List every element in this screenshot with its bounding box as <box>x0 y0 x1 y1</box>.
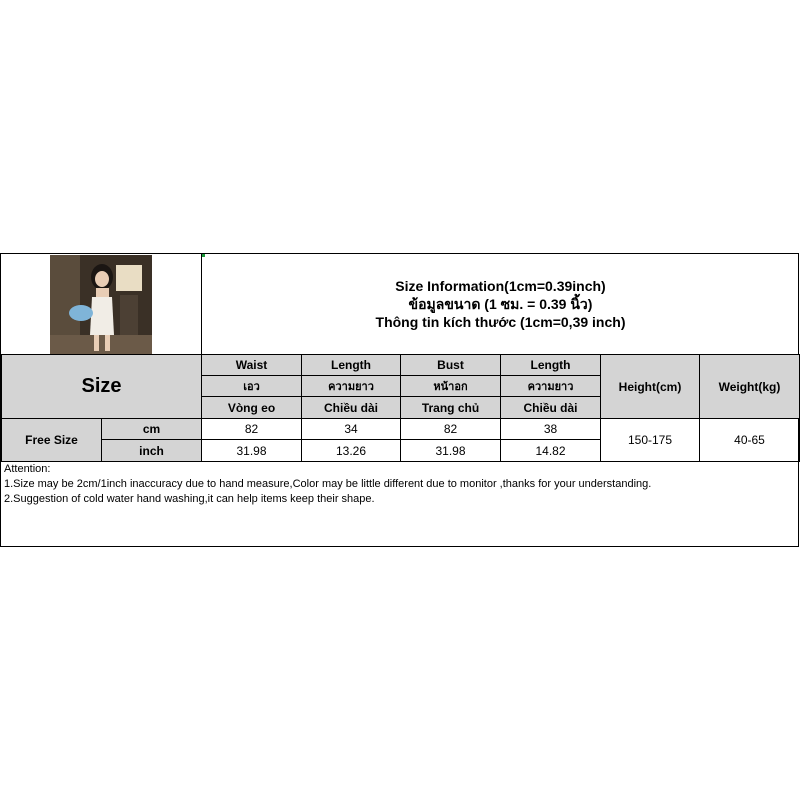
length2-inch: 14.82 <box>500 439 601 462</box>
col-weight: Weight(kg) <box>699 354 800 419</box>
size-information-header <box>201 254 800 355</box>
col-length2-th: ความยาว <box>500 375 601 397</box>
height-value: 150-175 <box>600 418 700 462</box>
col-length-en: Length <box>301 354 401 376</box>
col-length2-vi: Chiều dài <box>500 396 601 419</box>
info-line-en: Size Information(1cm=0.39inch) <box>395 278 606 294</box>
row-free-size: Free Size <box>1 418 102 462</box>
col-waist-th: เอว <box>201 375 302 397</box>
length-cm: 34 <box>301 418 401 440</box>
col-bust-en: Bust <box>400 354 501 376</box>
note-line-1: 1.Size may be 2cm/1inch inaccuracy due to hand measure,Color may be little different due to monitor ,thanks for your understanding. <box>4 478 652 490</box>
col-length-th: ความยาว <box>301 375 401 397</box>
product-photo <box>50 255 152 354</box>
col-length2-en: Length <box>500 354 601 376</box>
size-chart <box>0 253 799 547</box>
size-header: Size <box>1 354 202 419</box>
col-height: Height(cm) <box>600 354 700 419</box>
note-line-2: 2.Suggestion of cold water hand washing,it can help items keep their shape. <box>4 493 375 505</box>
unit-inch: inch <box>101 439 202 462</box>
waist-inch: 31.98 <box>201 439 302 462</box>
col-waist-en: Waist <box>201 354 302 376</box>
waist-cm: 82 <box>201 418 302 440</box>
attention-notes <box>4 462 794 507</box>
attention-title: Attention: <box>4 463 51 475</box>
cell-marker <box>202 254 205 257</box>
col-waist-vi: Vòng eo <box>201 396 302 419</box>
unit-cm: cm <box>101 418 202 440</box>
col-bust-th: หน้าอก <box>400 375 501 397</box>
product-photo-illustration <box>50 255 152 354</box>
info-line-th: ข้อมูลขนาด (1 ซม. = 0.39 นิ้ว) <box>408 296 593 312</box>
bust-inch: 31.98 <box>400 439 501 462</box>
col-bust-vi: Trang chủ <box>400 396 501 419</box>
length2-cm: 38 <box>500 418 601 440</box>
product-photo-cell <box>1 254 202 355</box>
bust-cm: 82 <box>400 418 501 440</box>
length-inch: 13.26 <box>301 439 401 462</box>
weight-value: 40-65 <box>699 418 800 462</box>
col-length-vi: Chiều dài <box>301 396 401 419</box>
info-line-vi: Thông tin kích thước (1cm=0,39 inch) <box>375 314 626 330</box>
